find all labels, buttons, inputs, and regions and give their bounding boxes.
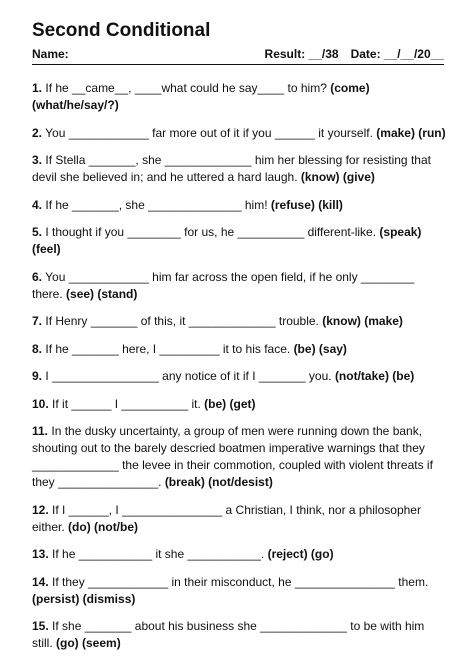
item-number: 14. [32,574,49,589]
item-hint: (know) (give) [300,170,375,184]
item-hint: (do) (not/be) [68,519,139,534]
exercise-item [32,224,446,258]
item-text: In the dusky uncertainty, a group of men were running down the bank, shouting out to the barely descried boatmen imperative warnings that they _____________ the levee in their commotion, coupled with violent threats if they _______________. [32,424,433,489]
page-title: Second Conditional [32,20,211,41]
item-hint: (make) (run) [376,125,446,140]
item-number: 8. [32,341,43,356]
item-number: 9. [32,369,43,383]
item-text: You ____________ far more out of it if you ______ it yourself. [45,125,373,140]
item-number: 15. [32,619,49,633]
exercise-item [32,574,446,608]
item-hint: (go) (seem) [56,636,121,650]
item-number: 1. [32,81,43,95]
item-number: 2. [32,125,43,140]
exercise-item [32,423,446,491]
exercise-item [32,80,446,114]
item-number: 7. [32,314,43,328]
item-hint: (not/take) (be) [334,369,415,383]
exercise-item [32,341,446,358]
exercise-item [32,197,446,214]
item-number: 5. [32,225,43,239]
item-hint: (persist) (dismiss) [32,591,136,606]
item-text: If they ____________ in their misconduct, he _______________ them. [52,574,429,589]
item-text: If he __came__, ____what could he say____ to him? [45,81,327,95]
item-text: If she _______ about his business she _____________ to be with him still. [32,619,425,650]
item-hint: (refuse) (kill) [270,197,343,212]
exercise-item [32,313,446,330]
item-text: I thought if you ________ for us, he __________ different-like. [45,225,377,239]
item-number: 12. [32,502,49,517]
item-number: 10. [32,396,49,411]
item-text: If I ______, I _______________ a Christian, I think, nor a philosopher either. [32,502,421,534]
item-hint: (be) (get) [204,396,256,411]
header-divider [32,64,444,65]
item-hint: (be) (say) [293,341,347,356]
exercise-item [32,396,446,413]
exercise-item [32,368,446,385]
header-row [32,47,444,61]
item-number: 11. [32,424,49,438]
item-hint: (break) (not/desist) [164,475,273,489]
exercise-item [32,125,446,142]
item-text: You ____________ him far across the open field, if he only ________ there. [32,269,415,301]
item-number: 6. [32,269,43,284]
item-hint: (see) (stand) [66,286,138,301]
item-text: I ________________ any notice of it if I _______ you. [45,369,332,383]
item-hint: (speak) (feel) [32,225,422,256]
exercise-item [32,618,446,652]
name-label: Name: [32,47,69,61]
item-text: If he ___________ it she ___________. [52,547,265,561]
header-right [265,47,444,61]
exercise-list [32,80,446,663]
exercise-item [32,546,446,563]
exercise-item [32,152,446,186]
item-number: 4. [32,197,43,212]
item-hint: (come) (what/he/say/?) [32,81,370,112]
item-hint: (reject) (go) [267,547,334,561]
item-text: If it ______ I __________ it. [52,396,201,411]
item-text: If he _______ here, I _________ it to his face. [45,341,291,356]
item-text: If Stella _______, she _____________ him her blessing for resisting that devil she believed in; and he uttered a hard laugh. [32,153,431,184]
item-number: 13. [32,547,49,561]
item-hint: (know) (make) [322,314,403,328]
exercise-item [32,269,446,303]
item-text: If Henry _______ of this, it _____________ trouble. [45,314,319,328]
date-label: Date: __/__/20__ [350,47,444,61]
result-label: Result: __/38 [264,47,339,61]
item-number: 3. [32,153,43,167]
item-text: If he _______, she ______________ him! [45,197,268,212]
exercise-item [32,502,446,536]
